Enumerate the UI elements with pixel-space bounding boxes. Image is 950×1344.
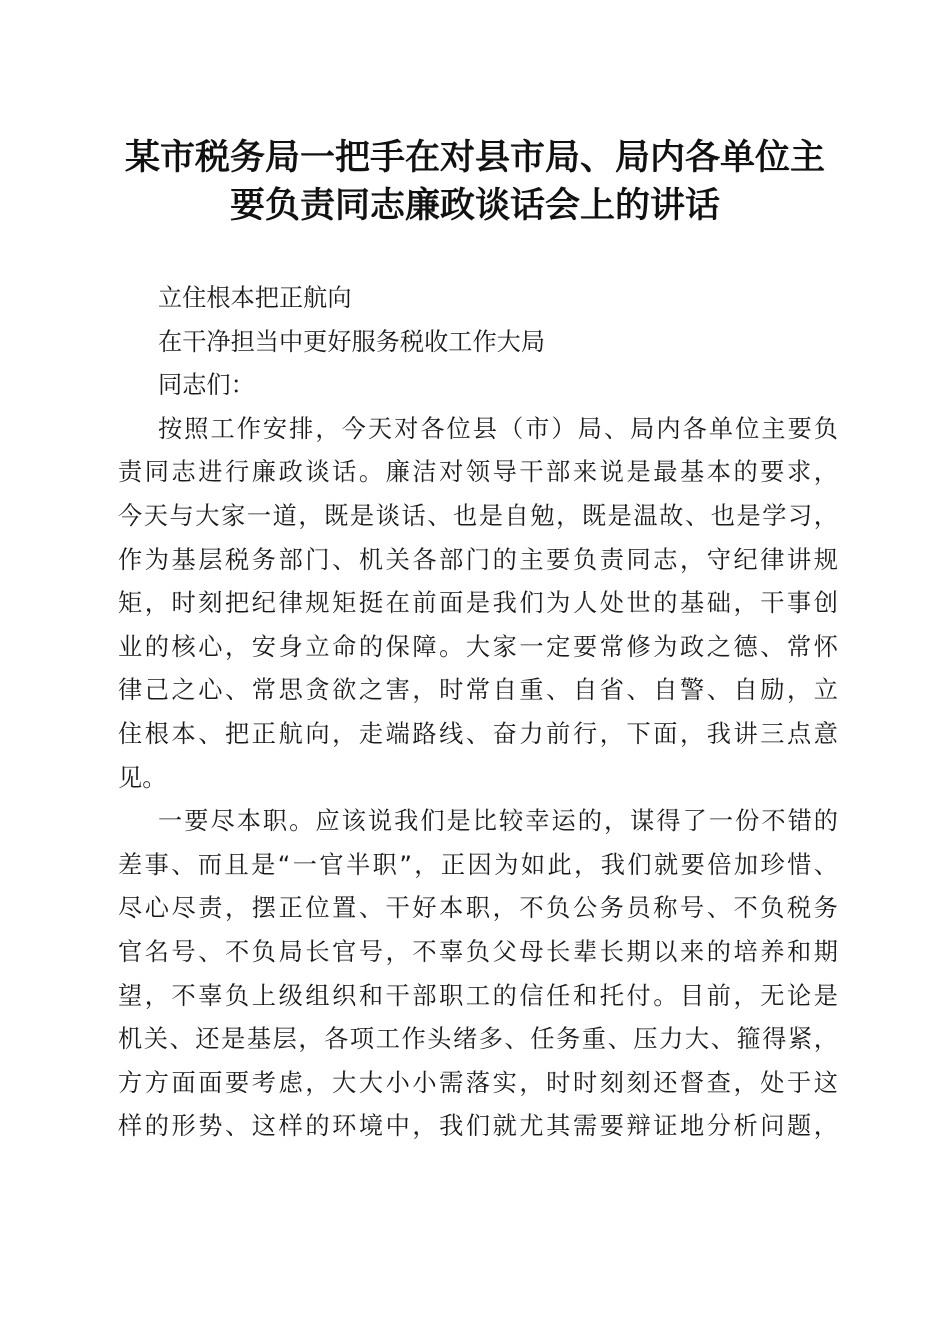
paragraph-line: 住根本、把正航向，走端路线、奋力前行，下面，我讲三点意 <box>118 719 838 748</box>
title-line-1: 某市税务局一把手在对县市局、局内各单位主 <box>124 137 825 178</box>
paragraph-2 <box>118 800 838 1149</box>
paragraph-line: 律己之心、常思贪欲之害，时常自重、自省、自警、自励，立 <box>118 676 838 705</box>
paragraph-line: 矩，时刻把纪律规矩挺在前面是我们为人处世的基础，干事创 <box>118 589 838 618</box>
title-line-2: 要负责同志廉政谈话会上的讲话 <box>229 185 720 226</box>
paragraph-line: 官名号、不负局长官号，不辜负父母长辈长期以来的培养和期 <box>118 937 838 966</box>
paragraph-line: 尽心尽责，摆正位置、干好本职，不负公务员称号、不负税务 <box>118 894 838 923</box>
paragraph-line: 望，不辜负上级组织和干部职工的信任和托付。目前，无论是 <box>118 981 838 1010</box>
paragraph-line: 见。 <box>118 763 167 792</box>
subtitle-line-1: 立住根本把正航向 <box>158 284 352 312</box>
paragraph-line: 样的形势、这样的环境中，我们就尤其需要辩证地分析问题， <box>118 1112 838 1141</box>
paragraph-line: 差事、而且是“一官半职”，正因为如此，我们就要倍加珍惜、 <box>118 850 838 879</box>
subtitle-line-2: 在干净担当中更好服务税收工作大局 <box>158 327 546 356</box>
paragraph-line: 责同志进行廉政谈话。廉洁对领导干部来说是最基本的要求， <box>118 458 838 487</box>
paragraph-line: 业的核心，安身立命的保障。大家一定要常修为政之德、常怀 <box>118 632 838 661</box>
paragraph-line: 一要尽本职。应该说我们是比较幸运的，谋得了一份不错的 <box>158 807 838 836</box>
paragraph-line: 按照工作安排，今天对各位县（市）局、局内各单位主要负 <box>158 414 838 443</box>
paragraph-line: 方方面面要考虑，大大小小需落实，时时刻刻还督查，处于这 <box>118 1068 838 1097</box>
salutation: 同志们： <box>158 371 255 400</box>
document-body <box>118 277 838 1149</box>
paragraph-1 <box>118 408 838 800</box>
document-title <box>100 134 850 230</box>
paragraph-line: 机关、还是基层，各项工作头绪多、任务重、压力大、箍得紧， <box>118 1025 838 1054</box>
paragraph-line: 今天与大家一道，既是谈话、也是自勉，既是温故、也是学习， <box>118 501 838 530</box>
paragraph-line: 作为基层税务部门、机关各部门的主要负责同志，守纪律讲规 <box>118 545 838 574</box>
